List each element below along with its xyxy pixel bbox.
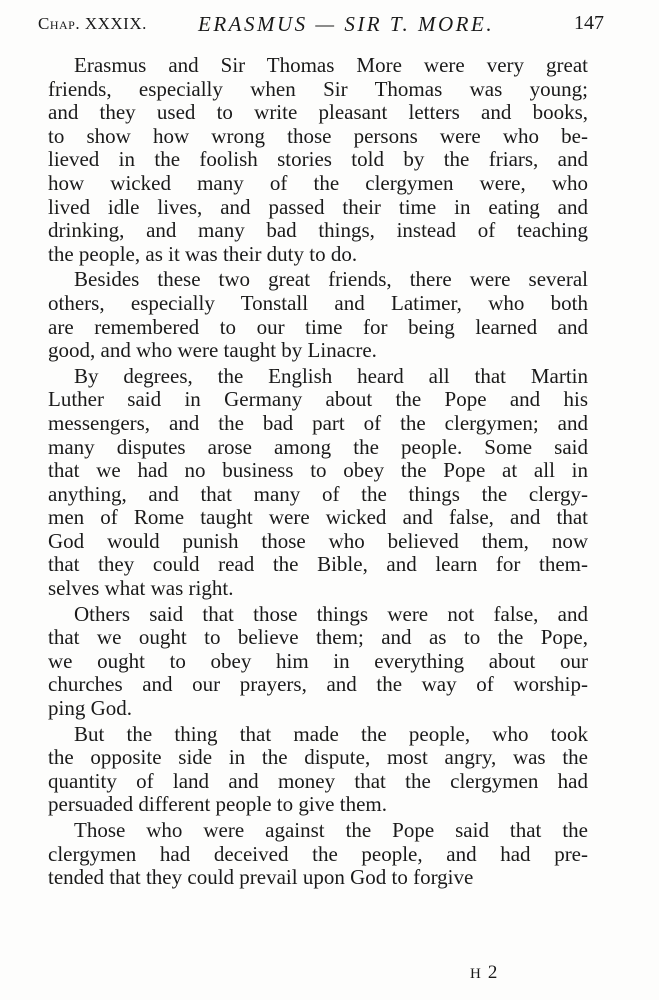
text-line: Besides these two great friends, there were several bbox=[74, 267, 588, 292]
text-line: By degrees, the English heard all that Martin bbox=[74, 363, 588, 388]
text-line: quantity of land and money that the clergymen had bbox=[48, 768, 588, 793]
printer-signature bbox=[470, 962, 498, 984]
text-line: ping God. bbox=[48, 696, 132, 721]
text-line: But the thing that made the people, who took bbox=[74, 721, 588, 746]
text-line: good, and who were taught by Linacre. bbox=[48, 338, 377, 363]
signature-number: 2 bbox=[487, 962, 499, 983]
text-line: that we had no business to obey the Pope at all in bbox=[48, 458, 588, 483]
paragraph bbox=[48, 603, 588, 721]
text-line: tended that they could prevail upon God to forgive bbox=[48, 865, 474, 890]
text-line: we ought to obey him in everything about our bbox=[48, 648, 588, 673]
paragraph bbox=[48, 819, 588, 890]
text-line: Those who were against the Pope said that the bbox=[74, 818, 588, 842]
text-line: others, especially Tonstall and Latimer, who both bbox=[48, 290, 588, 315]
body-text bbox=[48, 54, 588, 892]
text-line: many disputes arose among the people. Some said bbox=[48, 434, 588, 459]
text-line: the people, as it was their duty to do. bbox=[48, 241, 358, 266]
paragraph bbox=[48, 268, 588, 362]
text-line: the opposite side in the dispute, most angry, was the bbox=[48, 745, 588, 770]
chapter-label: Chap. XXXIX. bbox=[38, 14, 147, 33]
signature-letter: H bbox=[470, 966, 482, 982]
running-title: ERASMUS — SIR T. MORE. bbox=[198, 12, 495, 36]
text-line: to show how wrong those persons were who be- bbox=[48, 123, 588, 148]
text-line: men of Rome taught were wicked and false, and that bbox=[48, 505, 588, 530]
text-line: are remembered to our time for being learned and bbox=[48, 314, 588, 339]
text-line: churches and our prayers, and the way of worship- bbox=[48, 672, 588, 697]
text-line: God would punish those who believed them, now bbox=[48, 528, 588, 553]
text-line: and they used to write pleasant letters and books, bbox=[48, 100, 588, 125]
text-line: messengers, and the bad part of the clergymen; and bbox=[48, 410, 588, 435]
text-line: anything, and that many of the things the clergy- bbox=[48, 481, 588, 506]
text-line: lived idle lives, and passed their time in eating and bbox=[48, 194, 588, 219]
text-line: Others said that those things were not false, and bbox=[74, 601, 588, 626]
running-head bbox=[38, 10, 604, 40]
text-line: friends, especially when Sir Thomas was young; bbox=[48, 76, 588, 101]
page-number: 147 bbox=[574, 12, 604, 34]
text-line: drinking, and many bad things, instead of teaching bbox=[48, 218, 588, 243]
text-line: clergymen had deceived the people, and had pre- bbox=[48, 841, 588, 866]
text-line: persuaded different people to give them. bbox=[48, 792, 387, 817]
text-line: that we ought to believe them; and as to the Pope, bbox=[48, 625, 588, 650]
paragraph bbox=[48, 365, 588, 601]
paragraph bbox=[48, 54, 588, 266]
text-line: selves what was right. bbox=[48, 576, 234, 601]
text-line: how wicked many of the clergymen were, who bbox=[48, 170, 588, 195]
text-line: Erasmus and Sir Thomas More were very great bbox=[74, 53, 588, 77]
paragraph bbox=[48, 723, 588, 817]
text-line: that they could read the Bible, and learn for them- bbox=[48, 552, 588, 577]
text-line: Luther said in Germany about the Pope and his bbox=[48, 387, 588, 412]
text-line: lieved in the foolish stories told by the friars, and bbox=[48, 147, 588, 172]
